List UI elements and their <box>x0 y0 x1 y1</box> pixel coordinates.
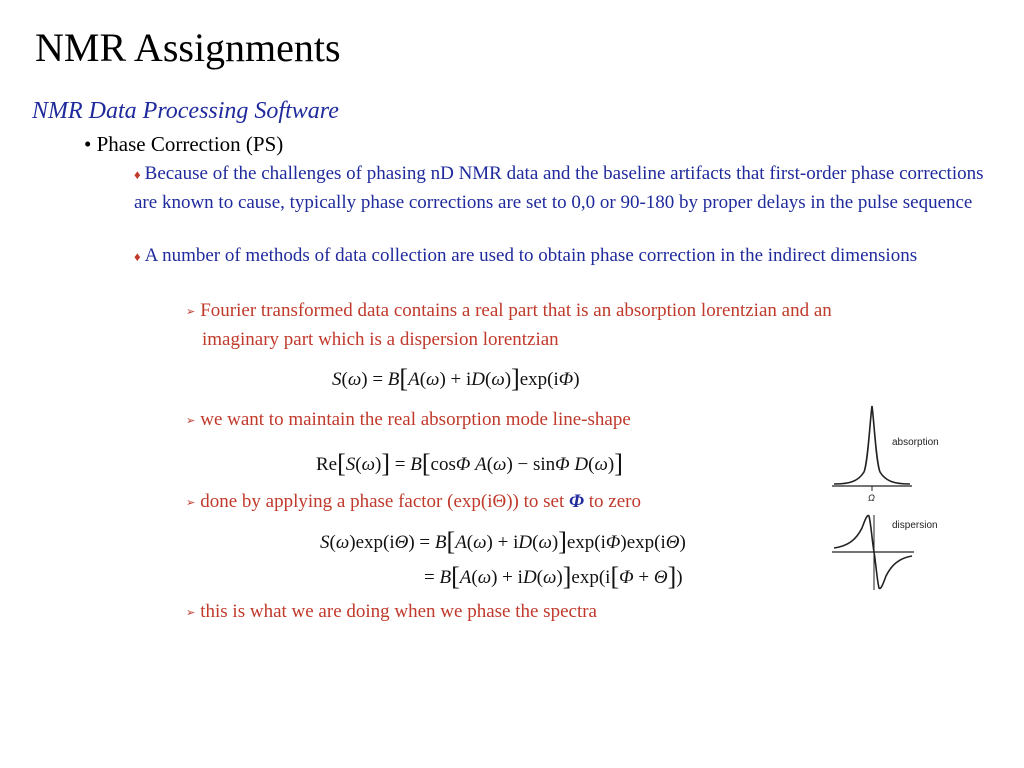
equation-phase-applied-1: S(ω)exp(iΘ) = B[A(ω) + iD(ω)]exp(iΦ)exp(iΘ) <box>320 527 686 556</box>
dispersion-label: dispersion <box>892 520 938 531</box>
bullet-phasing <box>186 598 976 627</box>
omega-axis-label: Ω <box>868 493 875 503</box>
bullet-fourier <box>186 297 976 353</box>
bullet-fourier-line1: Fourier transformed data contains a real part that is an absorption lorentzian and an <box>200 300 832 321</box>
bullet-phase-correction: • Phase Correction (PS) <box>84 132 284 156</box>
bullet-challenges-text: Because of the challenges of phasing nD NMR data and the baseline artifacts that first-order phase corrections are known to cause, typically phase corrections are set to 0,0 or 90-180 by proper delays in the pulse sequence <box>134 163 984 213</box>
arrow-bullet-icon: ➢ <box>186 497 196 509</box>
bullet-fourier-line2: imaginary part which is a dispersion lorentzian <box>202 329 559 350</box>
bullet-methods <box>134 242 1004 271</box>
arrow-bullet-icon: ➢ <box>186 607 196 619</box>
bullet-absorption-mode-text: we want to maintain the real absorption mode line-shape <box>200 409 631 430</box>
diamond-bullet-icon: ♦ <box>134 249 141 264</box>
absorption-plot <box>832 406 939 503</box>
bullet-methods-text: A number of methods of data collection are used to obtain phase correction in the indirect dimensions <box>144 245 918 266</box>
bullet-phase-factor-pre: done by applying a phase factor (exp(iΘ)) to set <box>200 491 565 512</box>
lineshape-figure <box>826 400 956 600</box>
absorption-label: absorption <box>892 437 939 448</box>
equation-phase-applied-2: = B[A(ω) + iD(ω)]exp(i[Φ + Θ]) <box>424 562 683 591</box>
bullet-phasing-text: this is what we are doing when we phase the spectra <box>200 601 597 622</box>
dispersion-plot <box>832 515 938 590</box>
arrow-bullet-icon: ➢ <box>186 306 196 318</box>
slide-subtitle: NMR Data Processing Software <box>32 98 339 124</box>
bullet-challenges <box>134 160 1004 217</box>
arrow-bullet-icon: ➢ <box>186 415 196 427</box>
equation-real-part: Re[S(ω)] = B[cosΦ A(ω) − sinΦ D(ω)] <box>316 449 623 478</box>
equation-signal: S(ω) = B[A(ω) + iD(ω)]exp(iΦ) <box>332 364 580 393</box>
phi-symbol: Φ <box>569 491 585 512</box>
diamond-bullet-icon: ♦ <box>134 167 141 182</box>
bullet-phase-factor-post: to zero <box>588 491 641 512</box>
slide-title: NMR Assignments <box>35 25 341 70</box>
